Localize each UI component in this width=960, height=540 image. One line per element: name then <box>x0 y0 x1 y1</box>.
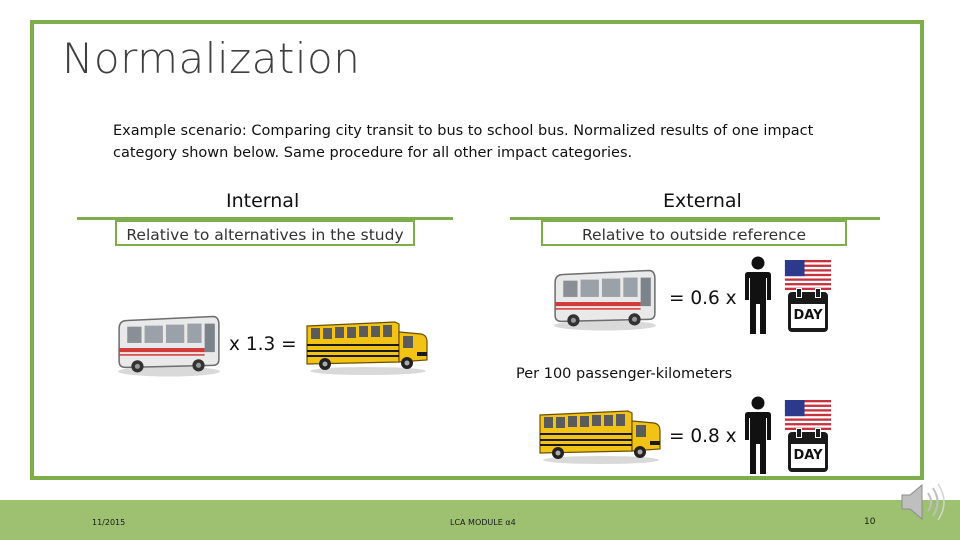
speaker-icon[interactable] <box>898 480 948 524</box>
footer-date: 11/2015 <box>92 518 126 527</box>
school-bus-icon <box>536 406 666 466</box>
calendar-icon <box>788 292 828 332</box>
internal-heading: Internal <box>226 190 300 212</box>
calendar-icon <box>788 432 828 472</box>
internal-subheading: Relative to alternatives in the study <box>126 226 404 244</box>
footer-module: LCA MODULE α4 <box>450 518 516 527</box>
internal-equation: x 1.3 = <box>229 334 297 355</box>
external-subheading: Relative to outside reference <box>581 226 806 244</box>
calendar-day-label: DAY <box>791 304 825 328</box>
footer-page-number: 10 <box>864 517 876 527</box>
city-bus-equation: = 0.6 x <box>669 288 737 309</box>
scenario-description: Example scenario: Comparing city transit to bus to school bus. Normalized results of one impact category shown below. Same procedure for all other impact categories. <box>113 123 814 161</box>
person-icon <box>743 396 773 476</box>
calendar-day-us-flag-icon <box>784 260 832 334</box>
slide-title: Normalization <box>62 34 361 83</box>
us-flag-icon <box>784 260 832 290</box>
internal-subheading-box <box>115 220 415 246</box>
person-icon <box>743 256 773 336</box>
external-heading: External <box>663 190 742 212</box>
school-bus-equation: = 0.8 x <box>669 426 737 447</box>
calendar-day-us-flag-icon <box>784 400 832 474</box>
city-bus-icon <box>549 268 661 332</box>
per-unit-caption: Per 100 passenger-kilometers <box>516 366 733 382</box>
school-bus-icon <box>303 318 433 376</box>
calendar-day-label: DAY <box>791 444 825 468</box>
city-bus-icon <box>113 314 225 378</box>
us-flag-icon <box>784 400 832 430</box>
external-subheading-box <box>541 220 847 246</box>
